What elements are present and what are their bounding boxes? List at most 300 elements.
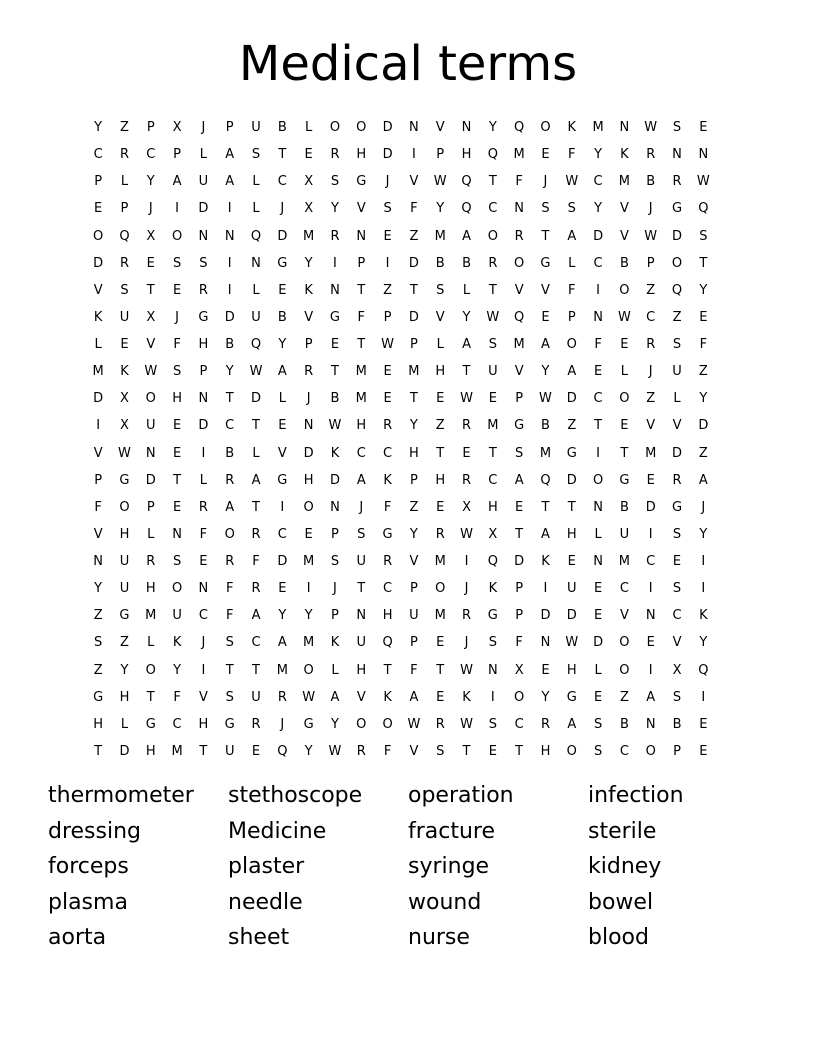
grid-letter: S	[172, 364, 182, 380]
grid-letter: I	[333, 255, 337, 271]
grid-letter: K	[93, 309, 103, 325]
grid-letter: W	[486, 309, 500, 325]
grid-letter: T	[488, 174, 497, 190]
grid-letter: B	[277, 309, 287, 325]
grid-letter: Y	[462, 309, 471, 325]
grid-letter: M	[92, 364, 104, 380]
grid-letter: M	[618, 174, 631, 190]
grid-letter: Y	[699, 391, 708, 407]
grid-letter: E	[620, 418, 629, 434]
grid-letter: Q	[698, 662, 709, 678]
grid-letter: V	[672, 418, 682, 434]
grid-letter: T	[699, 255, 708, 271]
grid-letter: Y	[304, 608, 313, 624]
grid-letter: R	[646, 337, 656, 353]
grid-letter: N	[251, 255, 261, 271]
grid-letter: P	[515, 391, 524, 407]
grid-letter: E	[278, 581, 287, 597]
grid-letter: L	[199, 147, 208, 163]
grid-letter: K	[330, 635, 340, 651]
grid-letter: W	[249, 364, 263, 380]
grid-letter: D	[698, 418, 709, 434]
grid-letter: Y	[436, 201, 445, 217]
grid-letter: W	[460, 716, 473, 732]
page-title: Medical terms	[238, 36, 578, 92]
word-bank-item: sterile	[588, 818, 657, 844]
grid-letter: E	[172, 418, 182, 434]
grid-letter: R	[198, 282, 208, 298]
grid-letter: R	[198, 499, 208, 515]
grid-letter: Q	[514, 309, 525, 325]
grid-letter: T	[330, 364, 339, 380]
grid-letter: S	[199, 255, 208, 271]
grid-letter: G	[303, 716, 314, 732]
grid-letter: N	[645, 716, 656, 732]
grid-letter: V	[672, 635, 682, 651]
grid-letter: E	[436, 635, 445, 651]
grid-letter: P	[409, 472, 418, 488]
grid-letter: W	[328, 418, 342, 434]
grid-letter: T	[409, 282, 418, 298]
grid-row	[85, 114, 717, 141]
grid-letter: D	[198, 418, 209, 434]
grid-letter: D	[566, 391, 577, 407]
grid-letter: T	[225, 662, 234, 678]
grid-row	[85, 141, 717, 168]
grid-letter: N	[698, 147, 709, 163]
grid-letter: O	[145, 662, 156, 678]
grid-letter: F	[383, 743, 392, 759]
grid-letter: F	[568, 282, 576, 298]
grid-letter: W	[565, 635, 579, 651]
grid-letter: R	[277, 689, 287, 705]
grid-letter: C	[383, 445, 393, 461]
grid-letter: M	[303, 228, 315, 244]
grid-letter: Z	[409, 228, 419, 244]
grid-letter: L	[120, 174, 129, 190]
grid-letter: T	[199, 743, 208, 759]
word-bank-item: bowel	[588, 889, 654, 915]
grid-letter: D	[119, 743, 130, 759]
grid-letter: W	[460, 391, 473, 407]
grid-letter: Z	[698, 364, 708, 380]
grid-letter: O	[171, 581, 183, 597]
grid-letter: I	[306, 581, 311, 597]
grid-letter: E	[436, 499, 445, 515]
grid-letter: A	[646, 689, 656, 705]
grid-letter: D	[93, 255, 104, 271]
grid-letter: M	[513, 147, 525, 163]
grid-letter: P	[383, 309, 392, 325]
grid-letter: C	[146, 147, 156, 163]
grid-letter: D	[566, 608, 577, 624]
grid-letter: H	[435, 472, 446, 488]
grid-letter: Z	[619, 689, 629, 705]
grid-letter: A	[225, 174, 235, 190]
grid-letter: X	[672, 662, 682, 678]
grid-letter: R	[672, 174, 682, 190]
grid-letter: M	[303, 635, 315, 651]
grid-letter: D	[672, 228, 683, 244]
grid-letter: I	[648, 526, 653, 542]
grid-letter: C	[225, 418, 235, 434]
grid-letter: N	[461, 120, 472, 136]
grid-letter: Y	[120, 662, 129, 678]
grid-letter: D	[672, 445, 683, 461]
grid-letter: N	[330, 282, 340, 298]
grid-letter: N	[145, 445, 156, 461]
grid-letter: Z	[435, 418, 445, 434]
grid-letter: T	[436, 662, 445, 678]
grid-letter: S	[225, 635, 234, 651]
grid-letter: M	[145, 608, 157, 624]
grid-letter: T	[462, 743, 471, 759]
grid-letter: Z	[93, 608, 103, 624]
grid-letter: L	[436, 337, 444, 353]
grid-letter: E	[383, 228, 392, 244]
grid-letter: Q	[382, 635, 393, 651]
grid-letter: K	[541, 554, 550, 570]
grid-letter: Y	[330, 201, 339, 217]
grid-letter: A	[356, 472, 366, 488]
grid-letter: O	[119, 499, 130, 515]
grid-letter: I	[227, 255, 232, 271]
grid-letter: T	[515, 743, 524, 759]
grid-row	[85, 412, 717, 439]
grid-letter: S	[672, 689, 682, 705]
grid-letter: L	[147, 635, 155, 651]
grid-letter: P	[146, 120, 155, 136]
word-bank-item: wound	[408, 889, 482, 915]
grid-letter: Y	[146, 174, 155, 190]
grid-letter: V	[93, 526, 103, 542]
grid-letter: K	[462, 689, 471, 705]
grid-letter: H	[540, 743, 551, 759]
grid-letter: O	[566, 337, 577, 353]
grid-letter: P	[199, 364, 208, 380]
grid-letter: V	[541, 282, 550, 298]
grid-letter: I	[490, 689, 495, 705]
grid-letter: P	[409, 635, 418, 651]
word-bank-item: infection	[588, 783, 684, 808]
grid-letter: Q	[250, 228, 262, 244]
grid-letter: X	[304, 174, 314, 190]
grid-letter: F	[173, 337, 181, 353]
grid-letter: O	[645, 743, 656, 759]
grid-letter: O	[619, 662, 630, 678]
grid-letter: T	[594, 418, 603, 434]
grid-letter: J	[648, 364, 653, 380]
grid-row	[85, 548, 717, 575]
grid-letter: I	[596, 445, 601, 461]
grid-letter: T	[357, 282, 366, 298]
grid-letter: D	[382, 147, 393, 163]
grid-letter: E	[278, 418, 287, 434]
grid-letter: L	[462, 282, 471, 298]
grid-letter: E	[567, 554, 576, 570]
grid-letter: P	[357, 255, 366, 271]
grid-letter: R	[225, 472, 235, 488]
grid-letter: H	[356, 662, 367, 678]
grid-letter: N	[593, 554, 603, 570]
grid-letter: Q	[540, 472, 551, 488]
grid-letter: S	[172, 554, 182, 570]
grid-letter: I	[201, 445, 206, 461]
grid-letter: E	[304, 526, 313, 542]
grid-letter: C	[277, 526, 287, 542]
grid-letter: Y	[699, 526, 708, 542]
grid-letter: O	[619, 282, 630, 298]
grid-letter: L	[252, 201, 260, 217]
grid-letter: O	[303, 499, 314, 515]
grid-letter: E	[172, 445, 182, 461]
grid-letter: J	[175, 309, 180, 325]
grid-letter: E	[541, 662, 550, 678]
grid-letter: Y	[699, 635, 708, 651]
grid-letter: B	[277, 120, 287, 136]
grid-letter: T	[252, 499, 260, 515]
grid-row	[85, 331, 717, 358]
grid-row	[85, 711, 717, 738]
grid-letter: A	[225, 147, 235, 163]
grid-letter: X	[514, 662, 524, 678]
grid-row	[85, 629, 717, 656]
grid-letter: N	[409, 120, 419, 136]
grid-letter: C	[593, 174, 603, 190]
grid-letter: I	[96, 418, 101, 434]
grid-letter: I	[201, 662, 206, 678]
word-bank-item: stethoscope	[228, 783, 363, 808]
grid-letter: P	[331, 526, 339, 542]
grid-letter: E	[383, 364, 392, 380]
grid-letter: R	[330, 228, 340, 244]
grid-letter: D	[251, 391, 262, 407]
grid-row	[85, 223, 717, 250]
grid-letter: D	[645, 499, 656, 515]
word-bank-item: operation	[408, 783, 514, 808]
grid-letter: U	[356, 554, 367, 570]
grid-letter: P	[225, 120, 234, 136]
grid-letter: S	[383, 201, 392, 217]
grid-letter: A	[462, 337, 471, 353]
grid-letter: E	[593, 581, 603, 597]
grid-letter: N	[303, 418, 314, 434]
grid-letter: A	[251, 472, 261, 488]
grid-letter: S	[593, 743, 603, 759]
grid-letter: F	[594, 337, 602, 353]
grid-letter: W	[381, 337, 395, 353]
grid-letter: R	[119, 147, 129, 163]
grid-letter: Y	[594, 147, 603, 163]
grid-letter: Q	[119, 228, 130, 244]
grid-letter: X	[120, 391, 129, 407]
grid-letter: C	[514, 716, 524, 732]
grid-letter: E	[699, 716, 708, 732]
grid-letter: F	[410, 201, 418, 217]
grid-letter: C	[593, 391, 603, 407]
grid-letter: J	[201, 635, 206, 651]
grid-letter: D	[224, 309, 235, 325]
grid-letter: O	[671, 255, 683, 271]
grid-letter: R	[356, 743, 366, 759]
grid-letter: H	[461, 147, 472, 163]
grid-letter: H	[119, 689, 130, 705]
grid-letter: E	[172, 499, 182, 515]
grid-letter: S	[515, 445, 524, 461]
grid-letter: C	[593, 255, 603, 271]
grid-letter: P	[436, 147, 445, 163]
grid-letter: P	[146, 499, 155, 515]
word-bank-item: plasma	[48, 889, 128, 915]
grid-letter: L	[331, 662, 339, 678]
grid-letter: Y	[409, 418, 418, 434]
grid-letter: Z	[672, 309, 682, 325]
grid-letter: N	[593, 309, 603, 325]
grid-letter: S	[357, 526, 366, 542]
grid-letter: D	[93, 391, 104, 407]
grid-letter: V	[409, 174, 419, 190]
grid-letter: U	[224, 743, 235, 759]
grid-letter: Z	[120, 120, 129, 136]
grid-letter: L	[199, 472, 208, 488]
grid-letter: H	[382, 608, 393, 624]
grid-letter: V	[409, 743, 419, 759]
grid-letter: K	[383, 472, 392, 488]
grid-letter: Q	[698, 201, 709, 217]
grid-letter: E	[646, 472, 655, 488]
grid-letter: H	[93, 716, 104, 732]
grid-letter: R	[672, 472, 682, 488]
grid-letter: T	[488, 445, 497, 461]
grid-letter: P	[94, 174, 103, 190]
grid-letter: D	[408, 255, 419, 271]
grid-letter: G	[619, 472, 630, 488]
grid-letter: A	[567, 228, 577, 244]
grid-letter: S	[488, 716, 497, 732]
grid-letter: S	[330, 554, 340, 570]
grid-letter: J	[359, 499, 364, 515]
grid-letter: N	[672, 147, 682, 163]
grid-row	[85, 575, 717, 602]
grid-letter: H	[198, 716, 209, 732]
grid-letter: E	[462, 445, 471, 461]
grid-letter: G	[145, 716, 156, 732]
grid-letter: W	[644, 120, 658, 136]
grid-letter: H	[435, 364, 446, 380]
grid-letter: J	[280, 716, 285, 732]
grid-letter: S	[225, 689, 234, 705]
grid-letter: T	[173, 472, 182, 488]
grid-letter: G	[566, 445, 577, 461]
grid-letter: W	[539, 391, 552, 407]
grid-letter: E	[699, 743, 708, 759]
grid-letter: D	[593, 228, 604, 244]
grid-letter: X	[304, 201, 314, 217]
grid-letter: T	[357, 337, 366, 353]
grid-letter: S	[488, 635, 497, 651]
grid-letter: Y	[330, 716, 339, 732]
grid-letter: C	[198, 608, 208, 624]
grid-letter: W	[696, 174, 710, 190]
grid-letter: L	[568, 255, 576, 271]
grid-letter: T	[541, 228, 550, 244]
grid-letter: T	[462, 364, 471, 380]
grid-letter: E	[436, 689, 445, 705]
grid-letter: R	[225, 554, 235, 570]
grid-letter: I	[648, 662, 653, 678]
grid-letter: V	[277, 445, 287, 461]
letter-grid	[85, 114, 717, 765]
grid-letter: K	[383, 689, 392, 705]
grid-letter: S	[672, 526, 682, 542]
grid-row	[85, 168, 717, 195]
grid-letter: M	[513, 337, 525, 353]
grid-letter: W	[144, 364, 158, 380]
grid-letter: R	[462, 608, 472, 624]
grid-letter: G	[119, 608, 130, 624]
grid-letter: C	[172, 716, 182, 732]
grid-letter: E	[330, 337, 340, 353]
grid-letter: M	[592, 120, 604, 136]
word-bank-item: aorta	[48, 925, 107, 950]
grid-row	[85, 467, 717, 494]
grid-letter: V	[619, 201, 629, 217]
grid-letter: U	[198, 174, 209, 190]
grid-letter: L	[147, 526, 155, 542]
grid-letter: V	[435, 309, 445, 325]
grid-letter: I	[175, 201, 180, 217]
grid-letter: R	[251, 581, 261, 597]
grid-letter: A	[172, 174, 182, 190]
grid-letter: W	[118, 445, 131, 461]
grid-letter: D	[277, 554, 288, 570]
grid-letter: A	[541, 337, 550, 353]
grid-letter: C	[646, 554, 656, 570]
grid-letter: P	[120, 201, 129, 217]
grid-letter: S	[94, 635, 103, 651]
grid-letter: B	[435, 255, 445, 271]
grid-letter: Y	[594, 201, 603, 217]
grid-letter: G	[671, 499, 683, 515]
grid-letter: K	[567, 120, 577, 136]
grid-letter: W	[617, 309, 631, 325]
grid-letter: C	[93, 147, 103, 163]
grid-row	[85, 358, 717, 385]
grid-letter: N	[645, 608, 656, 624]
grid-letter: T	[146, 282, 155, 298]
grid-letter: E	[699, 309, 708, 325]
grid-letter: T	[541, 499, 550, 515]
grid-letter: V	[514, 364, 524, 380]
grid-letter: Y	[304, 255, 313, 271]
grid-letter: G	[540, 255, 551, 271]
grid-letter: H	[487, 499, 498, 515]
grid-letter: Z	[567, 418, 577, 434]
grid-letter: B	[462, 255, 471, 271]
grid-letter: O	[514, 255, 525, 271]
grid-letter: J	[333, 581, 337, 597]
grid-letter: E	[515, 499, 524, 515]
grid-letter: T	[436, 445, 445, 461]
grid-letter: C	[356, 445, 366, 461]
grid-letter: E	[146, 255, 155, 271]
grid-letter: F	[252, 554, 260, 570]
grid-letter: L	[594, 662, 602, 678]
grid-letter: R	[540, 716, 550, 732]
grid-letter: K	[304, 282, 313, 298]
grid-letter: R	[383, 554, 393, 570]
grid-letter: N	[514, 201, 525, 217]
